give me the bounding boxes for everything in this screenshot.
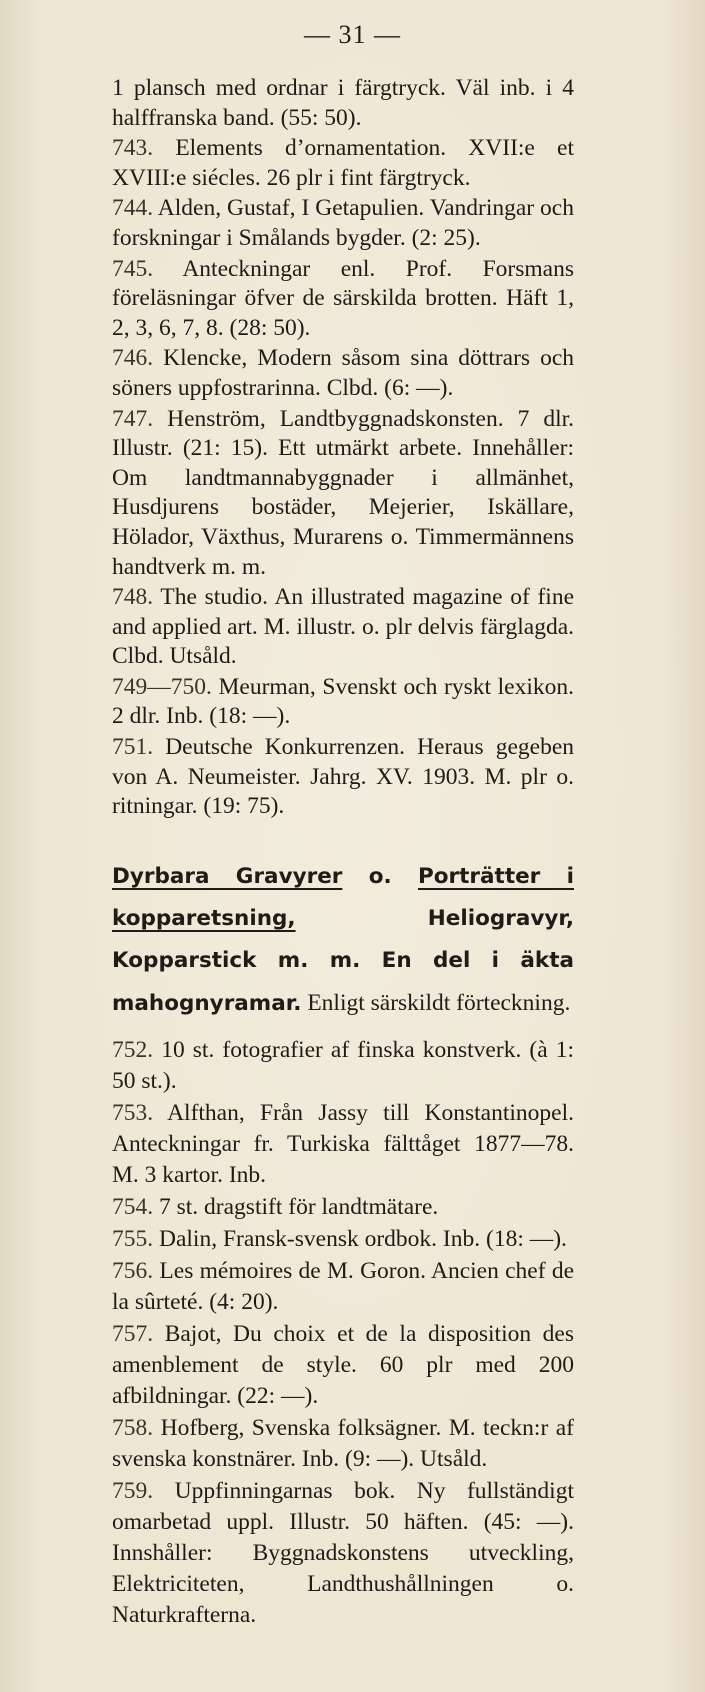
entry-text: The studio. An illustrated magazine of fine and applied art. M. illustr. o. plr delvis färglagda. Clbd. Utsåld. xyxy=(112,584,575,670)
entry-text: 1 plansch med ordnar i färgtryck. Väl inb. i 4 halffranska band. (55: 50). xyxy=(112,75,574,131)
entry-text: Elements d’ornamentation. XVII:e et XVIII:e siécles. 26 plr i fint färgtryck. xyxy=(112,135,574,191)
heading-gravyrer: Dyrbara Gravyrer xyxy=(112,863,343,889)
entry-text: Anteckningar enl. Prof. Forsmans föreläsningar öfver de särskilda brotten. Häft 1, 2, 3, 6, 7, 8. (28: 50). xyxy=(112,255,574,341)
entry-759 xyxy=(112,1476,574,1631)
heading-portratter: Porträtter i kopparetsning, xyxy=(112,863,574,931)
entry-745 xyxy=(112,255,574,344)
entry-number: 757. xyxy=(112,1320,154,1347)
entry-number: 747. xyxy=(112,405,154,432)
entry-number: 752. xyxy=(112,1036,154,1063)
entry-743 xyxy=(112,134,574,193)
heading-rest: Heliogravyr, Kopparstick m. m. En del i äkta mahognyramar. xyxy=(112,905,574,1016)
entry-751 xyxy=(112,733,574,822)
entries-bottom xyxy=(112,1035,574,1631)
entry-number: 754. xyxy=(112,1193,154,1220)
entry-756 xyxy=(112,1256,574,1318)
page-number: — 31 — xyxy=(304,20,401,49)
entry-text: Les mémoires de M. Goron. Ancien chef de la sûrteté. (4: 20). xyxy=(112,1257,575,1315)
entry-757 xyxy=(112,1319,574,1412)
heading-note: Enligt särskildt förteckning. xyxy=(301,989,571,1016)
entry-number: 751. xyxy=(112,734,154,761)
section-heading xyxy=(112,856,574,1025)
entry-number: 758. xyxy=(112,1414,154,1441)
entry-text: Dalin, Fransk-svensk ordbok. Inb. (18: —). xyxy=(159,1225,567,1252)
entry-number: 753. xyxy=(112,1099,154,1126)
entry-number: 743. xyxy=(112,135,154,162)
entry-continuation xyxy=(112,74,574,133)
entry-number: 749—750. xyxy=(112,673,212,700)
entry-number: 756. xyxy=(112,1257,154,1284)
entry-755 xyxy=(112,1224,574,1255)
entry-748 xyxy=(112,583,574,672)
entry-746 xyxy=(112,344,574,403)
heading-connector: o. xyxy=(342,863,419,889)
entry-number: 744. xyxy=(112,195,154,222)
entry-753 xyxy=(112,1098,574,1191)
entry-number: 746. xyxy=(112,345,154,372)
entry-text: Uppfinningarnas bok. Ny fullständigt omarbetad uppl. Illustr. 50 häften. (45: —). Innshåller: Byggnadskonstens utveckling, Elektriciteten, Landthushållningen o. Naturkrafterna. xyxy=(112,1477,574,1628)
entry-text: Hofberg, Svenska folksägner. M. teckn:r af svenska konstnärer. Inb. (9: —). Utsåld. xyxy=(112,1414,575,1472)
entry-747 xyxy=(112,405,574,583)
entry-749-750 xyxy=(112,673,574,732)
entry-758 xyxy=(112,1413,574,1475)
entry-text: Henström, Landtbyggnadskonsten. 7 dlr. Illustr. (21: 15). Ett utmärkt arbete. Innehåller: Om landtmannabyggnader i allmänhet, Husdjurens bostäder, Mejerier, Iskällare, Hölador, Växthus, Murarens o. Timmermännens handtverk m. m. xyxy=(112,405,575,580)
entry-text: Klencke, Modern såsom sina döttrars och söners uppfostrarinna. Clbd. (6: —). xyxy=(112,345,574,401)
entry-text: Meurman, Svenskt och ryskt lexikon. 2 dlr. Inb. (18: —). xyxy=(112,673,574,730)
entry-text: Alfthan, Från Jassy till Konstantinopel. Anteckningar fr. Turkiska fälttåget 1877—78. M. 3 kartor. Inb. xyxy=(112,1099,574,1188)
entry-752 xyxy=(112,1035,574,1097)
entry-754 xyxy=(112,1192,574,1223)
entry-number: 745. xyxy=(112,255,154,282)
entry-text: 10 st. fotografier af finska konstverk. (à 1: 50 st.). xyxy=(112,1036,574,1094)
entry-text: Alden, Gustaf, I Getapulien. Vandringar och forskningar i Smålands bygder. (2: 25). xyxy=(112,195,574,251)
entry-text: Bajot, Du choix et de la disposition des amenblement de style. 60 plr med 200 afbildningar. (22: —). xyxy=(112,1320,574,1409)
entries-top xyxy=(112,74,574,822)
text-column xyxy=(112,74,574,1632)
entry-744 xyxy=(112,194,574,253)
entry-number: 755. xyxy=(112,1225,154,1252)
entry-text: Deutsche Konkurrenzen. Heraus gegeben von A. Neumeister. Jahrg. XV. 1903. M. plr o. ritningar. (19: 75). xyxy=(112,734,574,820)
entry-number: 748. xyxy=(112,584,154,611)
entry-number: 759. xyxy=(112,1477,154,1504)
entry-text: 7 st. dragstift för landtmätare. xyxy=(159,1193,439,1220)
